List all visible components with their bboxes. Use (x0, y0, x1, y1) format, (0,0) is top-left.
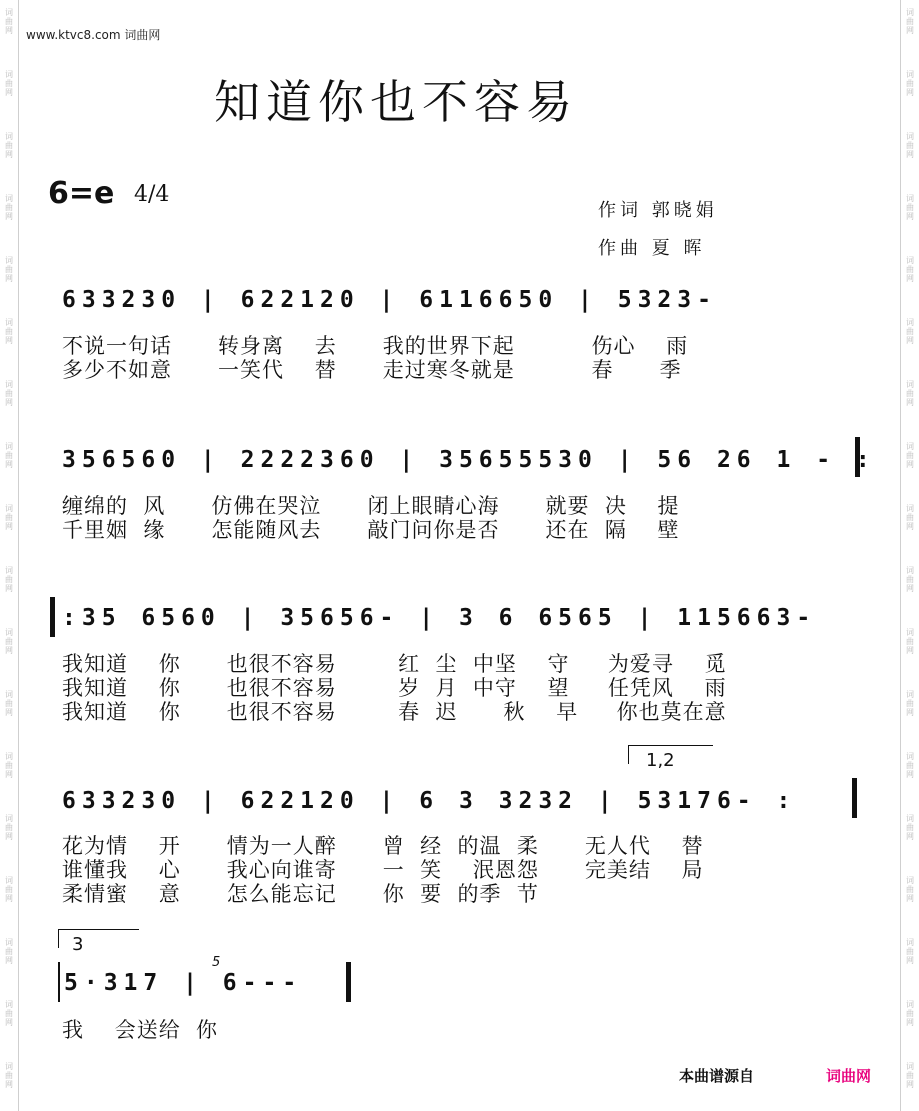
watermark-text: 词 曲 网 (5, 1000, 13, 1027)
song-title: 知道你也不容易 (214, 75, 578, 129)
watermark-text: 词 曲 网 (5, 318, 13, 345)
lyric-line-5-1: 我 会送给 你 (62, 1018, 219, 1042)
watermark-text: 词 曲 网 (906, 8, 914, 35)
watermark-text: 词 曲 网 (906, 752, 914, 779)
watermark-text: 词 曲 网 (906, 628, 914, 655)
key-signature: 6=e (48, 176, 115, 211)
volta-label-2: 3 (72, 934, 84, 955)
lyric-line-4-1: 花为情 开 情为一人醉 曾 经 的温 柔 无人代 替 (62, 834, 704, 858)
watermark-text: 词 曲 网 (5, 752, 13, 779)
repeat-end-barline-2 (852, 778, 857, 818)
watermark-text: 词 曲 网 (906, 1062, 914, 1089)
lyric-line-3-3: 我知道 你 也很不容易 春 迟 秋 早 你也莫在意 (62, 700, 727, 724)
watermark-text: 词 曲 网 (906, 814, 914, 841)
watermark-text: 词 曲 网 (5, 628, 13, 655)
watermark-text: 词 曲 网 (906, 876, 914, 903)
watermark-text: 词 曲 网 (5, 8, 13, 35)
lyric-line-4-3: 柔情蜜 意 怎么能忘记 你 要 的季 节 (62, 882, 539, 906)
final-barline (346, 962, 351, 1002)
watermark-text: 词 曲 网 (906, 194, 914, 221)
watermark-text: 词 曲 网 (5, 194, 13, 221)
time-signature: 4/4 (134, 182, 170, 207)
barline-final-start (58, 962, 60, 1002)
watermark-text: 词 曲 网 (5, 70, 13, 97)
watermark-text: 词 曲 网 (5, 1062, 13, 1089)
repeat-end-barline-1 (855, 437, 860, 477)
footer-source: 本曲谱源自 (679, 1067, 755, 1085)
lyric-line-1-2: 多少不如意 一笑代 替 走过寒冬就是 春 季 (62, 358, 682, 382)
composer-credit: 作曲 夏 晖 (598, 238, 706, 259)
notation-line-3: :35 6560 | 35656- | 3 6 6565 | 115663- (62, 605, 817, 631)
watermark-text: 词 曲 网 (5, 442, 13, 469)
watermark-text: 词 曲 网 (5, 504, 13, 531)
watermark-text: 词 曲 网 (906, 380, 914, 407)
repeat-start-barline (50, 597, 55, 637)
watermark-text: 词 曲 网 (906, 318, 914, 345)
watermark-text: 词 曲 网 (5, 938, 13, 965)
lyric-line-4-2: 谁懂我 心 我心向谁寄 一 笑 泯恩怨 完美结 局 (62, 858, 704, 882)
watermark-text: 词 曲 网 (906, 132, 914, 159)
lyric-line-3-2: 我知道 你 也很不容易 岁 月 中守 望 任凭风 雨 (62, 676, 727, 700)
watermark-text: 词 曲 网 (5, 690, 13, 717)
notation-line-2: 356560 | 2222360 | 35655530 | 56 26 1 - : (62, 447, 876, 473)
lyric-line-1-1: 不说一句话 转身离 去 我的世界下起 伤心 雨 (62, 334, 689, 358)
notation-line-1: 633230 | 622120 | 6116650 | 5323- (62, 287, 717, 313)
lyric-line-3-1: 我知道 你 也很不容易 红 尘 中坚 守 为爱寻 觅 (62, 652, 727, 676)
watermark-text: 词 曲 网 (5, 132, 13, 159)
watermark-text: 词 曲 网 (5, 814, 13, 841)
watermark-text: 词 曲 网 (906, 504, 914, 531)
watermark-text: 词 曲 网 (906, 70, 914, 97)
volta-bracket-2 (58, 929, 139, 948)
watermark-text: 词 曲 网 (906, 1000, 914, 1027)
grace-note: 5 (212, 955, 221, 970)
watermark-text: 词 曲 网 (906, 566, 914, 593)
lyric-line-2-1: 缠绵的 风 仿佛在哭泣 闭上眼睛心海 就要 决 提 (62, 494, 680, 518)
notation-line-4: 633230 | 622120 | 6 3 3232 | 53176- : (62, 788, 797, 814)
watermark-text: 词 曲 网 (906, 938, 914, 965)
watermark-text: 词 曲 网 (906, 690, 914, 717)
watermark-text: 词 曲 网 (906, 442, 914, 469)
watermark-text: 词 曲 网 (5, 876, 13, 903)
lyricist-credit: 作词 郭晓娟 (598, 200, 718, 221)
watermark-text: 词 曲 网 (5, 256, 13, 283)
watermark-text: 词 曲 网 (906, 256, 914, 283)
lyric-line-2-2: 千里姻 缘 怎能随风去 敲门问你是否 还在 隔 壁 (62, 518, 680, 542)
volta-label-1: 1,2 (646, 750, 675, 771)
watermark-text: 词 曲 网 (5, 380, 13, 407)
notation-line-5: 5·317 | 6--- (64, 970, 303, 996)
watermark-text: 词 曲 网 (5, 566, 13, 593)
site-url: www.ktvc8.com 词曲网 (26, 28, 161, 42)
footer-brand: 词曲网 (826, 1067, 872, 1085)
